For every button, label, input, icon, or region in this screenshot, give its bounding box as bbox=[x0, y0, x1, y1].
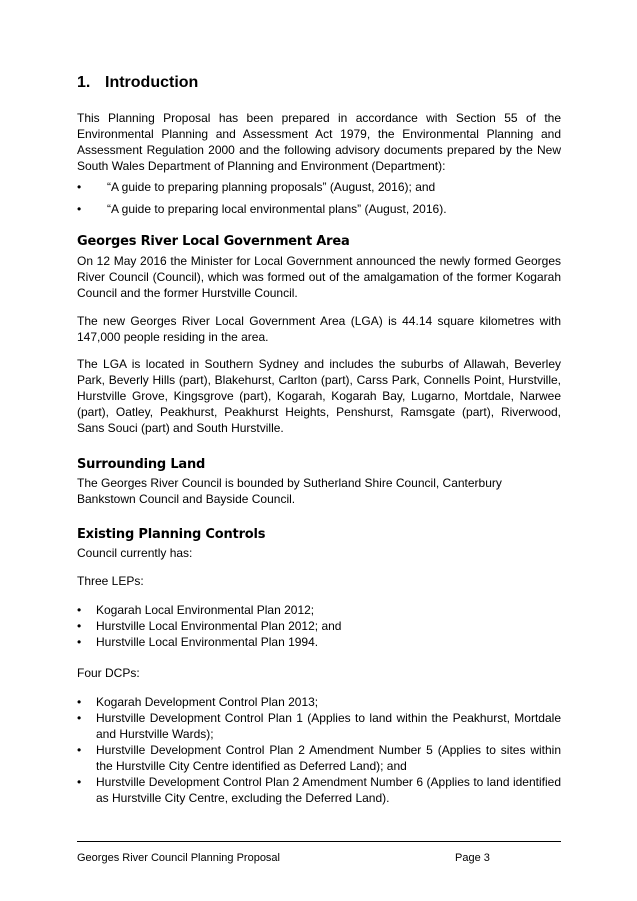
surrounding-paragraph: The Georges River Council is bounded by Sutherland Shire Council, Canterbury Bankstown Council and Bayside Council. bbox=[77, 476, 502, 506]
dcps-list bbox=[77, 694, 561, 806]
footer-title: Georges River Council Planning Proposal bbox=[77, 852, 280, 864]
lga-paragraph: On 12 May 2016 the Minister for Local Government announced the newly formed Georges River Council (Council), which was formed out of the amalgamation of the former Kogarah Council and the former Hurstville Council. bbox=[77, 254, 561, 300]
lga-paragraph: The LGA is located in Southern Sydney and includes the suburbs of Allawah, Beverley Park, Beverly Hills (part), Blakehurst, Carlton (part), Carss Park, Connells Point, Hurstville, Hurstville Grove, Kingsgrove (part), Kogarah, Kogarah Bay, Lugarno, Mortdale, Narwee (part), Oatley, Peakhurst, Peakhurst Heights, Penshurst, Ramsgate (part), Riverwood, Sans Souci (part) and South Hurstville. bbox=[77, 357, 561, 435]
leps-label: Three LEPs: bbox=[77, 574, 144, 588]
intro-paragraph: This Planning Proposal has been prepared in accordance with Section 55 of the Environmental Planning and Assessment Act 1979, the Environmental Planning and Assessment Regulation 2000 and the following advisory documents prepared by the New South Wales Department of Planning and Environment (Department): bbox=[77, 111, 561, 173]
bullet: • bbox=[77, 635, 82, 649]
surrounding-heading: Surrounding Land bbox=[77, 457, 206, 472]
lga-heading: Georges River Local Government Area bbox=[77, 234, 350, 249]
list-item: • Hurstville Development Control Plan 2 Amendment Number 5 (Applies to sites within the Hurstville City Centre identified as Deferred Land); and bbox=[77, 743, 561, 773]
advisory-docs-list bbox=[77, 179, 561, 217]
bullet: • bbox=[77, 180, 82, 194]
controls-heading: Existing Planning Controls bbox=[77, 527, 266, 542]
controls-lead: Council currently has: bbox=[77, 546, 193, 560]
bullet: • bbox=[77, 775, 82, 789]
dcps-label: Four DCPs: bbox=[77, 666, 140, 680]
section-number: 1. bbox=[77, 74, 91, 91]
page-number: Page 3 bbox=[455, 852, 490, 864]
bullet: • bbox=[77, 711, 82, 725]
list-item: • Hurstville Local Environmental Plan 2012; and bbox=[77, 619, 342, 633]
bullet: • bbox=[77, 619, 82, 633]
page-footer bbox=[77, 841, 561, 864]
list-item: • Kogarah Local Environmental Plan 2012; bbox=[77, 603, 315, 617]
bullet: • bbox=[77, 743, 82, 757]
section-heading bbox=[77, 74, 198, 92]
list-item: • Hurstville Local Environmental Plan 1994. bbox=[77, 635, 319, 649]
bullet: • bbox=[77, 202, 82, 216]
list-item: • “A guide to preparing local environmental plans” (August, 2016). bbox=[77, 202, 447, 216]
list-item: • Kogarah Development Control Plan 2013; bbox=[77, 695, 319, 709]
list-item: • Hurstville Development Control Plan 2 Amendment Number 6 (Applies to land identified as Hurstville City Centre, excluding the Deferred Land). bbox=[77, 775, 561, 805]
bullet: • bbox=[77, 695, 82, 709]
bullet: • bbox=[77, 603, 82, 617]
leps-list bbox=[77, 602, 561, 650]
list-item: • “A guide to preparing planning proposals” (August, 2016); and bbox=[77, 180, 436, 194]
list-item: • Hurstville Development Control Plan 1 (Applies to land within the Peakhurst, Mortdale and Hurstville Wards); bbox=[77, 711, 561, 741]
lga-paragraph: The new Georges River Local Government Area (LGA) is 44.14 square kilometres with 147,000 people residing in the area. bbox=[77, 314, 561, 344]
section-title: Introduction bbox=[105, 74, 199, 91]
